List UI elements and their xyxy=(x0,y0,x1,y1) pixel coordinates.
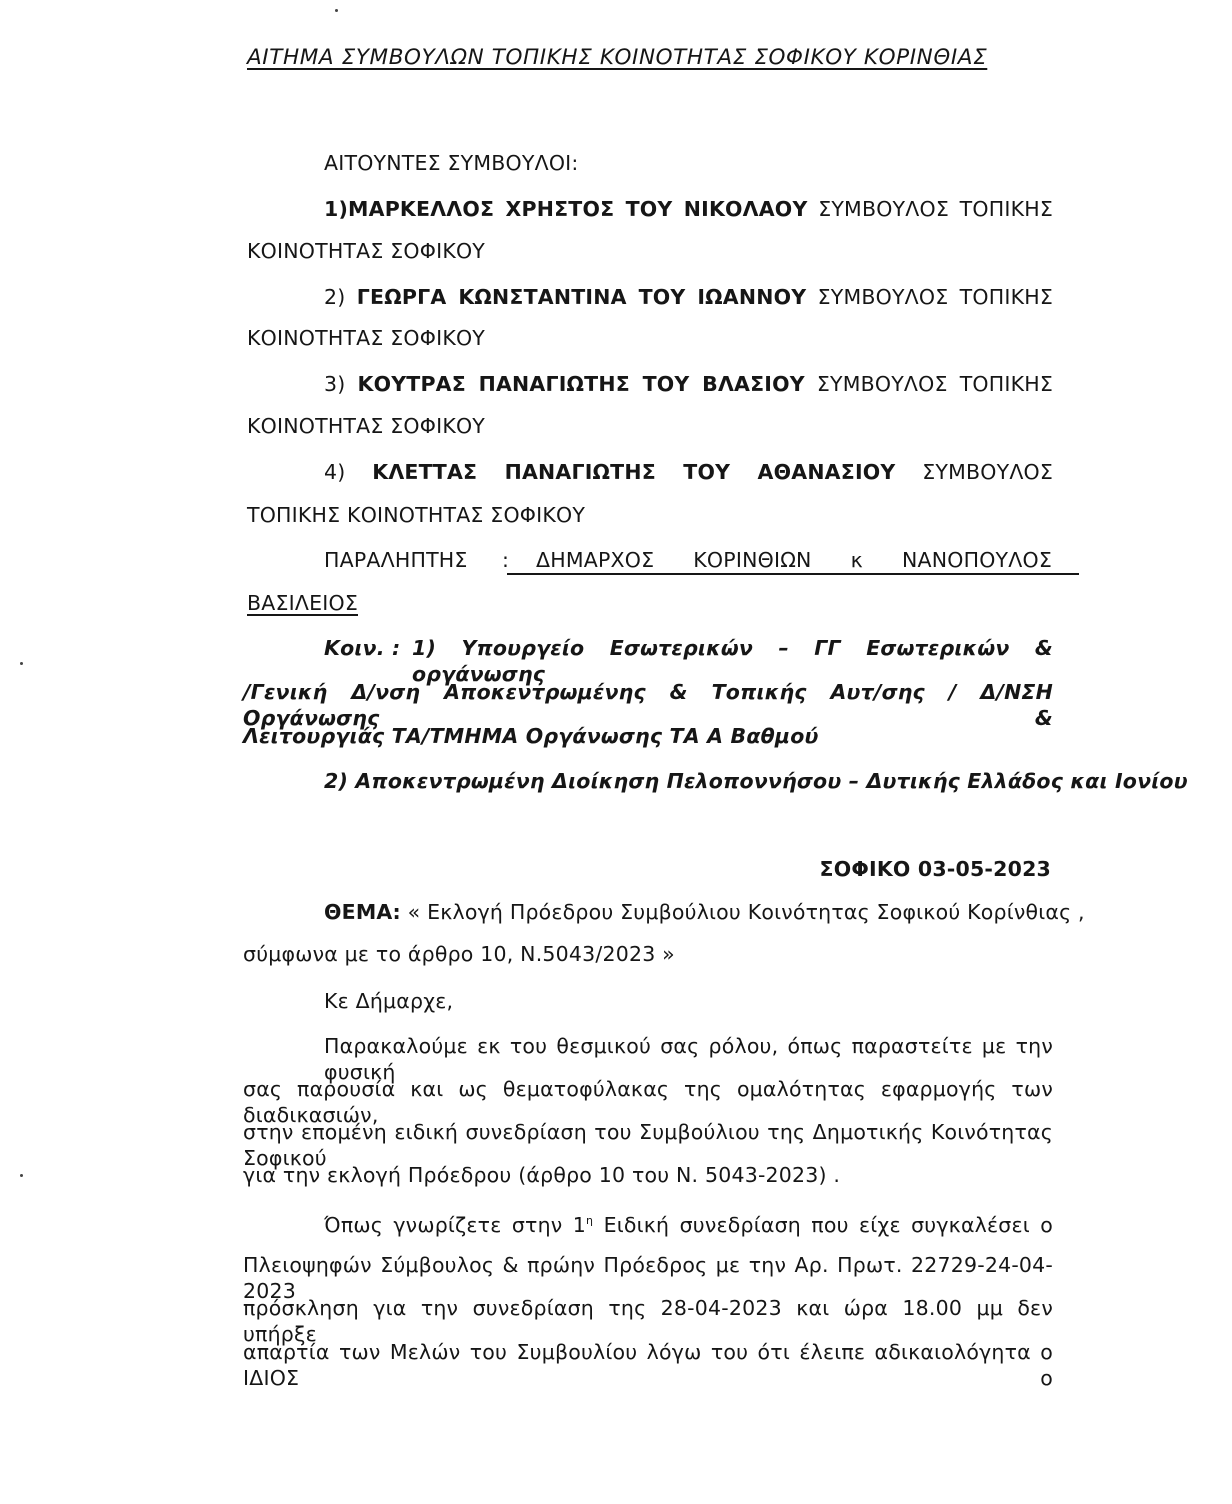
document-date: ΣΟΦΙΚΟ 03-05-2023 xyxy=(819,857,1051,881)
cc-line-1: 1) Υπουργείο Εσωτερικών – ΓΓ Εσωτερικών & οργάνωσης xyxy=(412,636,1053,686)
applicant-1-num: 1) xyxy=(324,197,349,221)
applicant-2-line xyxy=(324,284,1053,312)
cc-label: Κοιν. : xyxy=(324,636,401,660)
applicant-2-role-cont: ΚΟΙΝΟΤΗΤΑΣ ΣΟΦΙΚΟΥ xyxy=(247,326,486,350)
cc-line-2: /Γενική Δ/νση Αποκεντρωμένης & Τοπικής Αυτ/σης / Δ/ΝΣΗ Οργάνωσης & xyxy=(243,680,1053,730)
applicant-4-role-cont: ΤΟΠΙΚΗΣ ΚΟΙΝΟΤΗΤΑΣ ΣΟΦΙΚΟΥ xyxy=(247,503,586,527)
subject-line-2: σύμφωνα με το άρθρο 10, Ν.5043/2023 » xyxy=(243,942,675,966)
applicant-4-line xyxy=(324,459,1053,487)
body-p1-line-3: στην επομένη ειδική συνεδρίαση του Συμβούλιου της Δημοτικής Κοινότητας Σοφικού xyxy=(243,1120,1053,1170)
subject-text: « Εκλογή Πρόεδρου Συμβούλιου Κοινότητας Σοφικού Κορίνθιας , xyxy=(407,900,1085,924)
body-p2-line-3: πρόσκληση για την συνεδρίαση της 28-04-2023 και ώρα 18.00 μμ δεν υπήρξε xyxy=(243,1296,1053,1346)
recipient-name: ΔΗΜΑΡΧΟΣ ΚΟΡΙΝΘΙΩΝ κ ΝΑΝΟΠΟΥΛΟΣ xyxy=(536,548,1052,572)
cc-line-4: 2) Αποκεντρωμένη Διοίκηση Πελοποννήσου – Δυτικής Ελλάδος και Ιονίου xyxy=(324,769,1188,793)
applicant-1-line xyxy=(324,196,1053,224)
recipient-name-cont: ΒΑΣΙΛΕΙΟΣ xyxy=(247,591,358,615)
applicant-4-name: ΚΛΕΤΤΑΣ ΠΑΝΑΓΙΩΤΗΣ ΤΟΥ ΑΘΑΝΑΣΙΟΥ xyxy=(372,460,896,484)
applicant-2-name: ΓΕΩΡΓΑ ΚΩΝΣΤΑΝΤΙΝΑ ΤΟΥ ΙΩΑΝΝΟΥ xyxy=(356,285,807,309)
body-p2-line-4: απαρτία των Μελών του Συμβουλίου λόγω του ότι έλειπε αδικαιολόγητα ο ΙΔΙΟΣ ο xyxy=(243,1340,1053,1390)
applicants-heading: ΑΙΤΟΥΝΤΕΣ ΣΥΜΒΟΥΛΟΙ: xyxy=(324,151,579,175)
applicant-4-role: ΣΥΜΒΟΥΛΟΣ xyxy=(922,460,1054,484)
body-p2-line-2: Πλειοψηφών Σύμβουλος & πρώην Πρόεδρος με την Αρ. Πρωτ. 22729-24-04-2023 xyxy=(243,1253,1053,1303)
body-p2-start: Όπως γνωρίζετε στην 1 xyxy=(324,1212,587,1237)
body-p2-line-1 xyxy=(324,1208,1053,1236)
document-title: ΑΙΤΗΜΑ ΣΥΜΒΟΥΛΩΝ ΤΟΠΙΚΗΣ ΚΟΙΝΟΤΗΤΑΣ ΣΟΦΙΚΟΥ ΚΟΡΙΝΘΙΑΣ xyxy=(247,45,988,70)
recipient-underline xyxy=(507,573,1079,575)
applicant-3-num: 3) xyxy=(324,372,346,396)
body-p1-line-4: για την εκλογή Πρόεδρου (άρθρο 10 του Ν. 5043-2023) . xyxy=(243,1163,841,1187)
applicant-3-name: ΚΟΥΤΡΑΣ ΠΑΝΑΓΙΩΤΗΣ ΤΟΥ ΒΛΑΣΙΟΥ xyxy=(357,372,805,396)
subject-line-1 xyxy=(324,899,1085,925)
applicant-2-num: 2) xyxy=(324,285,346,309)
scan-speck xyxy=(20,662,23,665)
subject-label: ΘΕΜΑ: xyxy=(324,900,401,924)
body-p2-end: Ειδική συνεδρίαση που είχε συγκαλέσει ο xyxy=(593,1212,1054,1237)
recipient-colon: : xyxy=(502,548,510,572)
salutation: Κε Δήμαρχε, xyxy=(324,989,454,1013)
applicant-3-role-cont: ΚΟΙΝΟΤΗΤΑΣ ΣΟΦΙΚΟΥ xyxy=(247,414,486,438)
applicant-3-role: ΣΥΜΒΟΥΛΟΣ ΤΟΠΙΚΗΣ xyxy=(816,372,1054,396)
recipient-label: ΠΑΡΑΛΗΠΤΗΣ xyxy=(324,548,468,572)
cc-line-3: Λειτουργιάς ΤΑ/ΤΜΗΜΑ Οργάνωσης ΤΑ Α Βαθμού xyxy=(243,724,819,748)
applicant-3-line xyxy=(324,371,1053,399)
applicant-1-role: ΣΥΜΒΟΥΛΟΣ ΤΟΠΙΚΗΣ xyxy=(818,197,1054,221)
body-p2-sup: η xyxy=(586,1214,594,1227)
applicant-2-role: ΣΥΜΒΟΥΛΟΣ ΤΟΠΙΚΗΣ xyxy=(817,285,1054,309)
scan-speck xyxy=(335,9,338,12)
scan-speck xyxy=(20,1174,23,1177)
applicant-1-name: ΜΑΡΚΕΛΛΟΣ ΧΡΗΣΤΟΣ ΤΟΥ ΝΙΚΟΛΑΟΥ xyxy=(348,197,808,221)
body-p1-line-2: σας παρουσία και ως θεματοφύλακας της ομαλότητας εφαρμογής των διαδικασιών, xyxy=(243,1077,1053,1127)
body-p1-line-1: Παρακαλούμε εκ του θεσμικού σας ρόλου, όπως παραστείτε με την φυσική xyxy=(324,1034,1053,1084)
applicant-1-role-cont: ΚΟΙΝΟΤΗΤΑΣ ΣΟΦΙΚΟΥ xyxy=(247,239,486,263)
applicant-4-num: 4) xyxy=(324,460,346,484)
